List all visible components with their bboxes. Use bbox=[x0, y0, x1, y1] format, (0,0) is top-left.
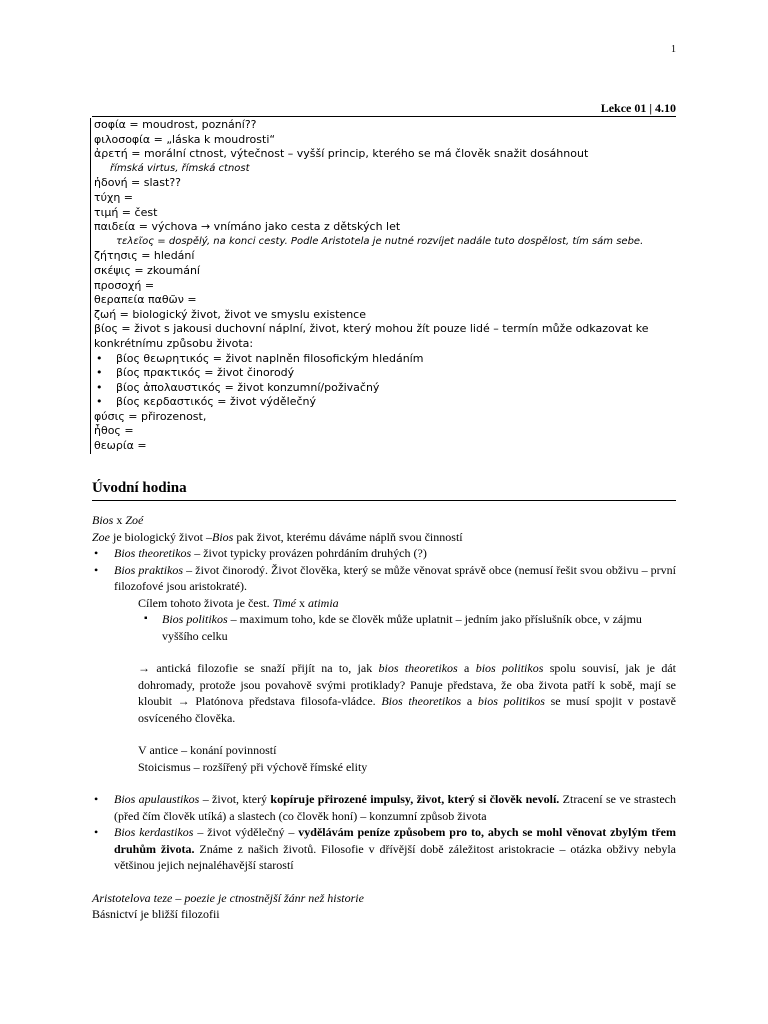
glossary-bullet: • βίος ἀπολαυστικός = život konzumní/poživačný bbox=[94, 381, 682, 396]
text-span: bios politikos bbox=[477, 694, 545, 708]
text-span: spolu souvisí, jak je dát dohromady, protože jsou povahově svými protiklady? Panuje představa, že oba života patří k sobě, mají se kloubit → Platónova představa filosofa-vládce. bbox=[138, 661, 676, 708]
glossary-note: τελεῖος = dospělý, na konci cesty. Podle Aristotela je nutné rozvíjet nadále tuto dospělost, tím sám sebe. bbox=[116, 235, 644, 247]
text-span: – život činorodý. Život člověka, který se může věnovat správě obce (nemusí řešit svou obživu – první filozofové jsou aristokraté). bbox=[114, 562, 676, 593]
glossary-bullet: • βίος πρακτικός = život činorodý bbox=[94, 366, 682, 381]
text-span: x bbox=[113, 513, 126, 527]
lecture-notes bbox=[92, 512, 676, 923]
text-span: Cílem tohoto života je čest. bbox=[138, 595, 273, 610]
text-span: Bios theoretikos bbox=[114, 546, 192, 560]
text-span: → antická filozofie se snaží přijít na to, jak bbox=[138, 661, 379, 675]
text-span: – život typicky provázen pohrdáním druhých (?) bbox=[191, 546, 427, 560]
glossary-term: παιδεία = výchova → vnímáno jako cesta z dětských let bbox=[94, 220, 401, 234]
text-span: pak život, kterému dáváme náplň svou činností bbox=[233, 529, 463, 544]
glossary-term: ζωή = biologický život, život ve smyslu existence bbox=[94, 307, 366, 321]
glossary-note bbox=[94, 162, 682, 177]
text-span: Bios kerdastikos bbox=[114, 825, 194, 839]
paragraph: Básnictví je bližší filozofii bbox=[92, 907, 220, 921]
note-text: římská bbox=[110, 162, 147, 174]
paragraph bbox=[92, 529, 676, 546]
text-span: – maximum toho, kde se člověk může uplatnit – jedním jako příslušník obce, v zájmu vyššího celku bbox=[162, 612, 642, 643]
note-text: , římská ctnost bbox=[175, 162, 250, 174]
glossary-term: φύσις = přirozenost, bbox=[94, 409, 207, 423]
glossary-term: σκέψις = zkoumání bbox=[94, 263, 200, 277]
text-span: – život výdělečný – bbox=[193, 825, 299, 839]
glossary-term: θεωρία = bbox=[94, 439, 147, 453]
lesson-header: Lekce 01 | 4.10 bbox=[92, 100, 676, 117]
text-span: Timé bbox=[272, 595, 296, 610]
text-span: Zoe bbox=[92, 529, 110, 544]
text-span-bold: kopíruje přirozené impulsy, život, který si člověk nevolí. bbox=[270, 792, 560, 806]
glossary-bullet: • βίος κερδαστικός = život výdělečný bbox=[94, 395, 682, 410]
text-span: se musí spojit v postavě osvíceného člověka. bbox=[138, 694, 676, 725]
paragraph bbox=[92, 595, 676, 612]
paragraph bbox=[92, 512, 676, 529]
glossary-term: θεραπεία παθῶν = bbox=[94, 293, 197, 307]
glossary-bullet: • βίος θεωρητικός = život naplněn filosofickým hledáním bbox=[94, 352, 682, 367]
bullet-item bbox=[92, 791, 676, 824]
text-span: atimia bbox=[307, 595, 339, 610]
glossary-term: σοφία = moudrost, poznání?? bbox=[94, 118, 257, 131]
glossary-term: τύχη = bbox=[94, 190, 134, 204]
text-span: Bios bbox=[92, 513, 114, 527]
text-span-bold: vydělávám peníze způsobem pro to, abych se mohl věnovat zbylým třem druhům života. bbox=[114, 825, 677, 856]
bullet-item bbox=[92, 562, 676, 595]
glossary-term: ζήτησις = hledání bbox=[94, 249, 195, 263]
glossary-term: ἡδονή = slast?? bbox=[94, 176, 182, 190]
text-span: bios theoretikos bbox=[378, 661, 458, 675]
paragraph: Stoicismus – rozšířený při výchově římské elity bbox=[138, 759, 368, 774]
text-span: Ztracení se ve strastech (před čím člověk utíká) a slastech (co člověk honí) – konzumní způsob života bbox=[114, 792, 676, 823]
glossary-term: προσοχή = bbox=[94, 278, 155, 292]
paragraph: V antice – konání povinností bbox=[138, 743, 277, 757]
paragraph bbox=[92, 660, 676, 726]
text-span: x bbox=[295, 595, 308, 610]
text-span: Bios politikos bbox=[162, 612, 228, 626]
note-text-italic: virtus bbox=[146, 162, 176, 174]
text-span: je biologický život – bbox=[110, 529, 212, 544]
glossary bbox=[90, 118, 682, 454]
text-span: a bbox=[461, 694, 478, 708]
text-span: bios politikos bbox=[475, 661, 544, 675]
text-span: – život, který bbox=[199, 792, 271, 806]
text-span: Bios praktikos bbox=[114, 562, 184, 577]
text-span: Bios theoretikos bbox=[381, 694, 462, 708]
text-span: Zoé bbox=[125, 513, 144, 527]
text-span: Bios apulaustikos bbox=[114, 792, 200, 806]
glossary-term: ἀρετή = morální ctnost, výtečnost – vyšší princip, kterého se má člověk snažit dosáhnout bbox=[94, 147, 589, 161]
text-span: Bios bbox=[211, 529, 234, 544]
text-span: Známe z našich životů. Filosofie v dřívější době záležitost aristokracie – otázka obživy nebyla většinou jejich nejnaléhavější starostí bbox=[114, 841, 676, 872]
glossary-term: φιλοσοφία = „láska k moudrosti“ bbox=[94, 132, 276, 146]
glossary-term: konkrétnímu způsobu života: bbox=[94, 336, 254, 350]
section-title: Úvodní hodina bbox=[92, 480, 676, 501]
bullet-item bbox=[92, 824, 676, 874]
page-number: 1 bbox=[671, 44, 676, 55]
glossary-term: τιμή = čest bbox=[94, 205, 158, 219]
glossary-term: βίος = život s jakousi duchovní náplní, život, který mohou žít pouze lidé – termín může odkazovat ke bbox=[94, 322, 649, 336]
sub-bullet-item bbox=[92, 611, 676, 644]
bullet-item bbox=[92, 545, 676, 562]
glossary-term: ἦθος = bbox=[94, 424, 134, 438]
text-span: a bbox=[457, 661, 476, 675]
paragraph: Aristotelova teze – poezie je ctnostnější žánr než historie bbox=[92, 890, 364, 905]
